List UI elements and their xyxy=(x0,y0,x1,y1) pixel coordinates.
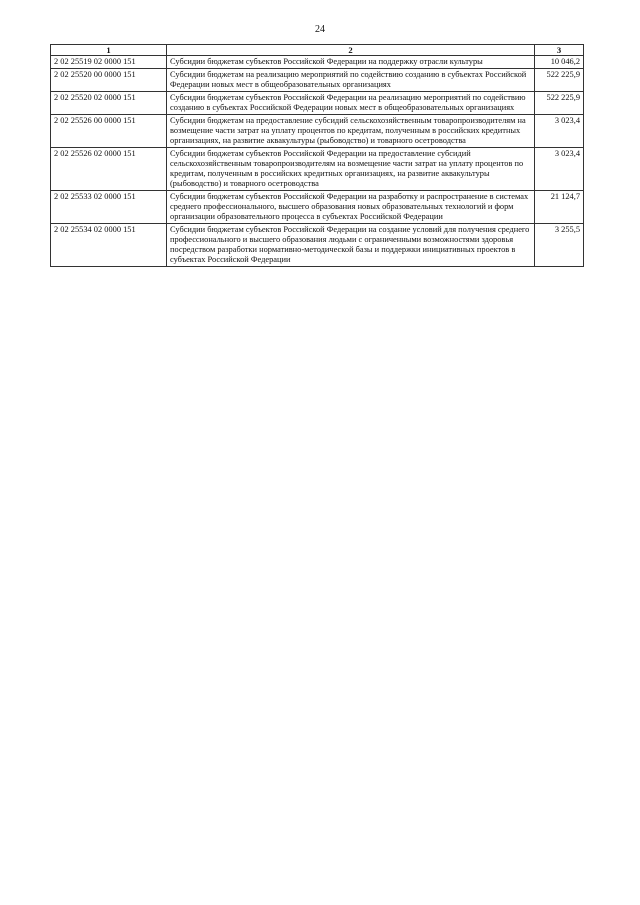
row-amount: 3 255,5 xyxy=(535,224,584,267)
budget-code: 2 02 25519 02 0000 151 xyxy=(51,56,167,69)
row-amount: 3 023,4 xyxy=(535,115,584,148)
table-row xyxy=(51,56,584,69)
table-row xyxy=(51,148,584,191)
row-description: Субсидии бюджетам субъектов Российской Федерации на предоставление субсидий сельскохозяйственным товаропроизводителям на возмещение части затрат на уплату процентов по кредитам, полученным в российских кредитных организациях, на развитие аквакультуры (рыбоводство) и товарного осетроводства xyxy=(167,148,535,191)
table-row xyxy=(51,115,584,148)
row-amount: 522 225,9 xyxy=(535,69,584,92)
budget-code: 2 02 25533 02 0000 151 xyxy=(51,191,167,224)
budget-table xyxy=(50,44,584,267)
row-description: Субсидии бюджетам субъектов Российской Федерации на поддержку отрасли культуры xyxy=(167,56,535,69)
budget-code: 2 02 25526 00 0000 151 xyxy=(51,115,167,148)
table-row xyxy=(51,92,584,115)
budget-code: 2 02 25526 02 0000 151 xyxy=(51,148,167,191)
column-header: 2 xyxy=(167,45,535,56)
row-amount: 21 124,7 xyxy=(535,191,584,224)
table-row xyxy=(51,69,584,92)
column-header: 3 xyxy=(535,45,584,56)
budget-code: 2 02 25520 02 0000 151 xyxy=(51,92,167,115)
row-amount: 10 046,2 xyxy=(535,56,584,69)
row-description: Субсидии бюджетам на предоставление субсидий сельскохозяйственным товаропроизводителям на возмещение части затрат на уплату процентов по кредитам, полученным в российских кредитных организациях, на развитие аквакультуры (рыбоводство) и товарного осетроводства xyxy=(167,115,535,148)
row-description: Субсидии бюджетам на реализацию мероприятий по содействию созданию в субъектах Российской Федерации новых мест в общеобразовательных организациях xyxy=(167,69,535,92)
table-row xyxy=(51,191,584,224)
table-row xyxy=(51,224,584,267)
row-amount: 3 023,4 xyxy=(535,148,584,191)
column-header: 1 xyxy=(51,45,167,56)
table-header-row xyxy=(51,45,584,56)
row-amount: 522 225,9 xyxy=(535,92,584,115)
page-number: 24 xyxy=(315,24,325,35)
row-description: Субсидии бюджетам субъектов Российской Федерации на разработку и распространение в системах среднего профессионального, высшего образования новых образовательных технологий и форм организации образовательного процесса в субъектах Российской Федерации xyxy=(167,191,535,224)
row-description: Субсидии бюджетам субъектов Российской Федерации на реализацию мероприятий по содействию созданию в субъектах Российской Федерации новых мест в общеобразовательных организациях xyxy=(167,92,535,115)
budget-code: 2 02 25520 00 0000 151 xyxy=(51,69,167,92)
row-description: Субсидии бюджетам субъектов Российской Федерации на создание условий для получения среднего профессионального и высшего образования людьми с ограниченными возможностями здоровья посредством разработки нормативно-методической базы и поддержки инициативных проектов в субъектах Российской Федерации xyxy=(167,224,535,267)
budget-code: 2 02 25534 02 0000 151 xyxy=(51,224,167,267)
